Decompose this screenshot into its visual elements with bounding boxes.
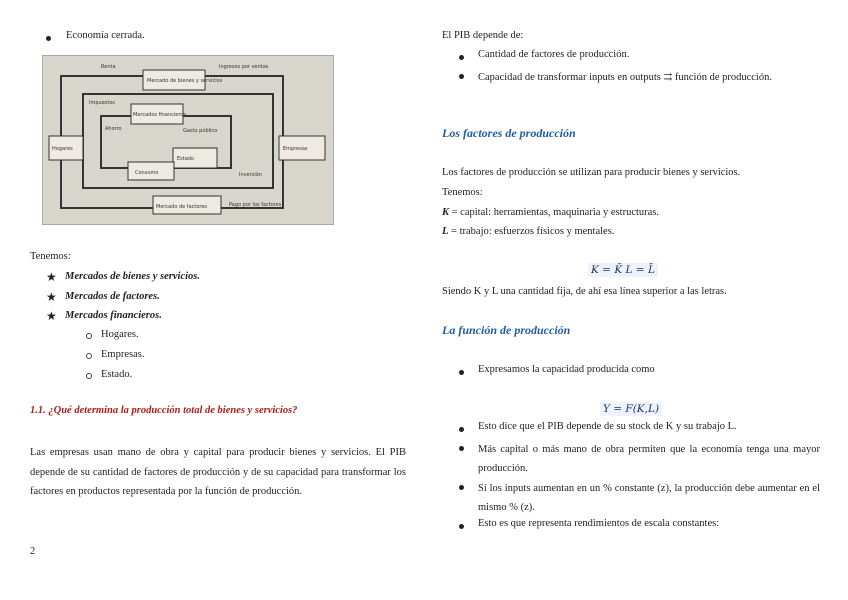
circle-bullet-icon: [86, 353, 92, 359]
fixed-explanation: Siendo K y L una cantidad fija, de ahí esa línea superior a las letras.: [442, 286, 727, 297]
bullet-icon: [459, 74, 464, 79]
market-item-factores: Mercados de factores.: [65, 291, 160, 302]
diagram-label-mercado-factores: Mercado de factores: [156, 204, 208, 210]
function-bullet-2: Más capital o más mano de obra permiten que la economía tenga una mayor producción.: [478, 444, 820, 474]
pib-depende-text: El PIB depende de:: [442, 30, 524, 41]
diagram-label-pago-factores: Pago por los factores: [229, 202, 282, 208]
market-item-bienes: Mercados de bienes y servicios.: [65, 271, 201, 282]
right-column: [442, 0, 820, 600]
diagram-label-ahorro: Ahorro: [105, 126, 122, 132]
labor-line: [442, 226, 614, 237]
expresamos-text: Expresamos la capacidad producida como: [478, 364, 655, 375]
heading-funcion: La función de producción: [442, 323, 571, 337]
section-heading: 1.1. ¿Qué determina la producción total de bienes y servicios?: [30, 405, 298, 416]
diagram-label-consumo: Consumo: [135, 170, 159, 176]
bullet-icon: [46, 36, 51, 41]
production-paragraph: Las empresas usan mano de obra y capital para producir bienes y servicios. El PIB depende de su cantidad de factores de producción y de su capacidad para transformar los factores en productos representada por la función de producción.: [30, 447, 406, 497]
page-number: 2: [30, 546, 36, 557]
heading-factores: Los factores de producción: [442, 126, 576, 140]
capital-definition: = capital: herramientas, maquinaria y estructuras.: [449, 207, 660, 218]
diagram-label-gasto-publico: Gasto público: [183, 128, 218, 134]
sub-item-estado: Estado.: [101, 369, 133, 380]
bullet-icon: [459, 446, 464, 451]
diagram-label-empresas: Empresas: [283, 146, 308, 152]
circular-flow-diagram-photo: [42, 55, 334, 225]
closed-economy-text: Economía cerrada.: [66, 30, 145, 41]
circle-bullet-icon: [86, 333, 92, 339]
diagram-label-renta: Renta: [101, 64, 116, 70]
bullet-icon: [459, 370, 464, 375]
diagram-label-ingresos-ventas: Ingresos por ventas: [219, 64, 269, 70]
circular-flow-diagram: [43, 56, 333, 224]
function-bullet-1: Esto dice que el PIB depende de su stock de K y su trabajo L.: [478, 421, 737, 432]
formula-production-function: Y = F(K,L): [600, 402, 662, 416]
diagram-label-mercados-financieros: Mercados financieros: [133, 112, 186, 118]
bullet-icon: [459, 485, 464, 490]
circle-bullet-icon: [86, 373, 92, 379]
function-bullet-4: Esto es que representa rendimientos de escala constantes:: [478, 518, 720, 529]
diagram-label-hogares: Hogares: [52, 146, 73, 152]
function-bullet-3: Si los inputs aumentan en un % constante (z), la producción debe aumentar en el mismo % (z).: [478, 483, 820, 513]
pib-item-capacidad: Capacidad de transformar inputs en outputs ⇉ función de producción.: [478, 72, 772, 83]
sub-item-hogares: Hogares.: [101, 329, 139, 340]
diagram-label-impuestos: Impuestos: [89, 100, 115, 106]
tenemos-text: Tenemos:: [30, 251, 71, 262]
factores-paragraph: Los factores de producción se utilizan para producir bienes y servicios.: [442, 167, 741, 178]
bullet-icon: [459, 524, 464, 529]
market-item-financieros: Mercados financieros.: [65, 310, 162, 321]
labor-definition: = trabajo: esfuerzos físicos y mentales.: [448, 226, 615, 237]
capital-line: [442, 207, 659, 218]
factores-tenemos: Tenemos:: [442, 187, 483, 198]
left-column: [30, 0, 410, 600]
bullet-icon: [459, 427, 464, 432]
sub-item-empresas: Empresas.: [101, 349, 145, 360]
star-bullet-icon: ★: [46, 290, 57, 304]
diagram-label-inversion: Inversión: [239, 172, 262, 178]
pib-item-cantidad: Cantidad de factores de producción.: [478, 49, 630, 60]
bullet-icon: [459, 55, 464, 60]
star-bullet-icon: ★: [46, 270, 57, 284]
k-symbol: K: [442, 207, 450, 218]
star-bullet-icon: ★: [46, 309, 57, 323]
diagram-label-mercado-bienes: Mercado de bienes y servicios: [147, 78, 223, 84]
diagram-label-estado: Estado: [177, 156, 195, 162]
l-symbol: L: [442, 226, 449, 237]
formula-fixed-k-l: K = K̄ L = L̄: [588, 263, 658, 277]
